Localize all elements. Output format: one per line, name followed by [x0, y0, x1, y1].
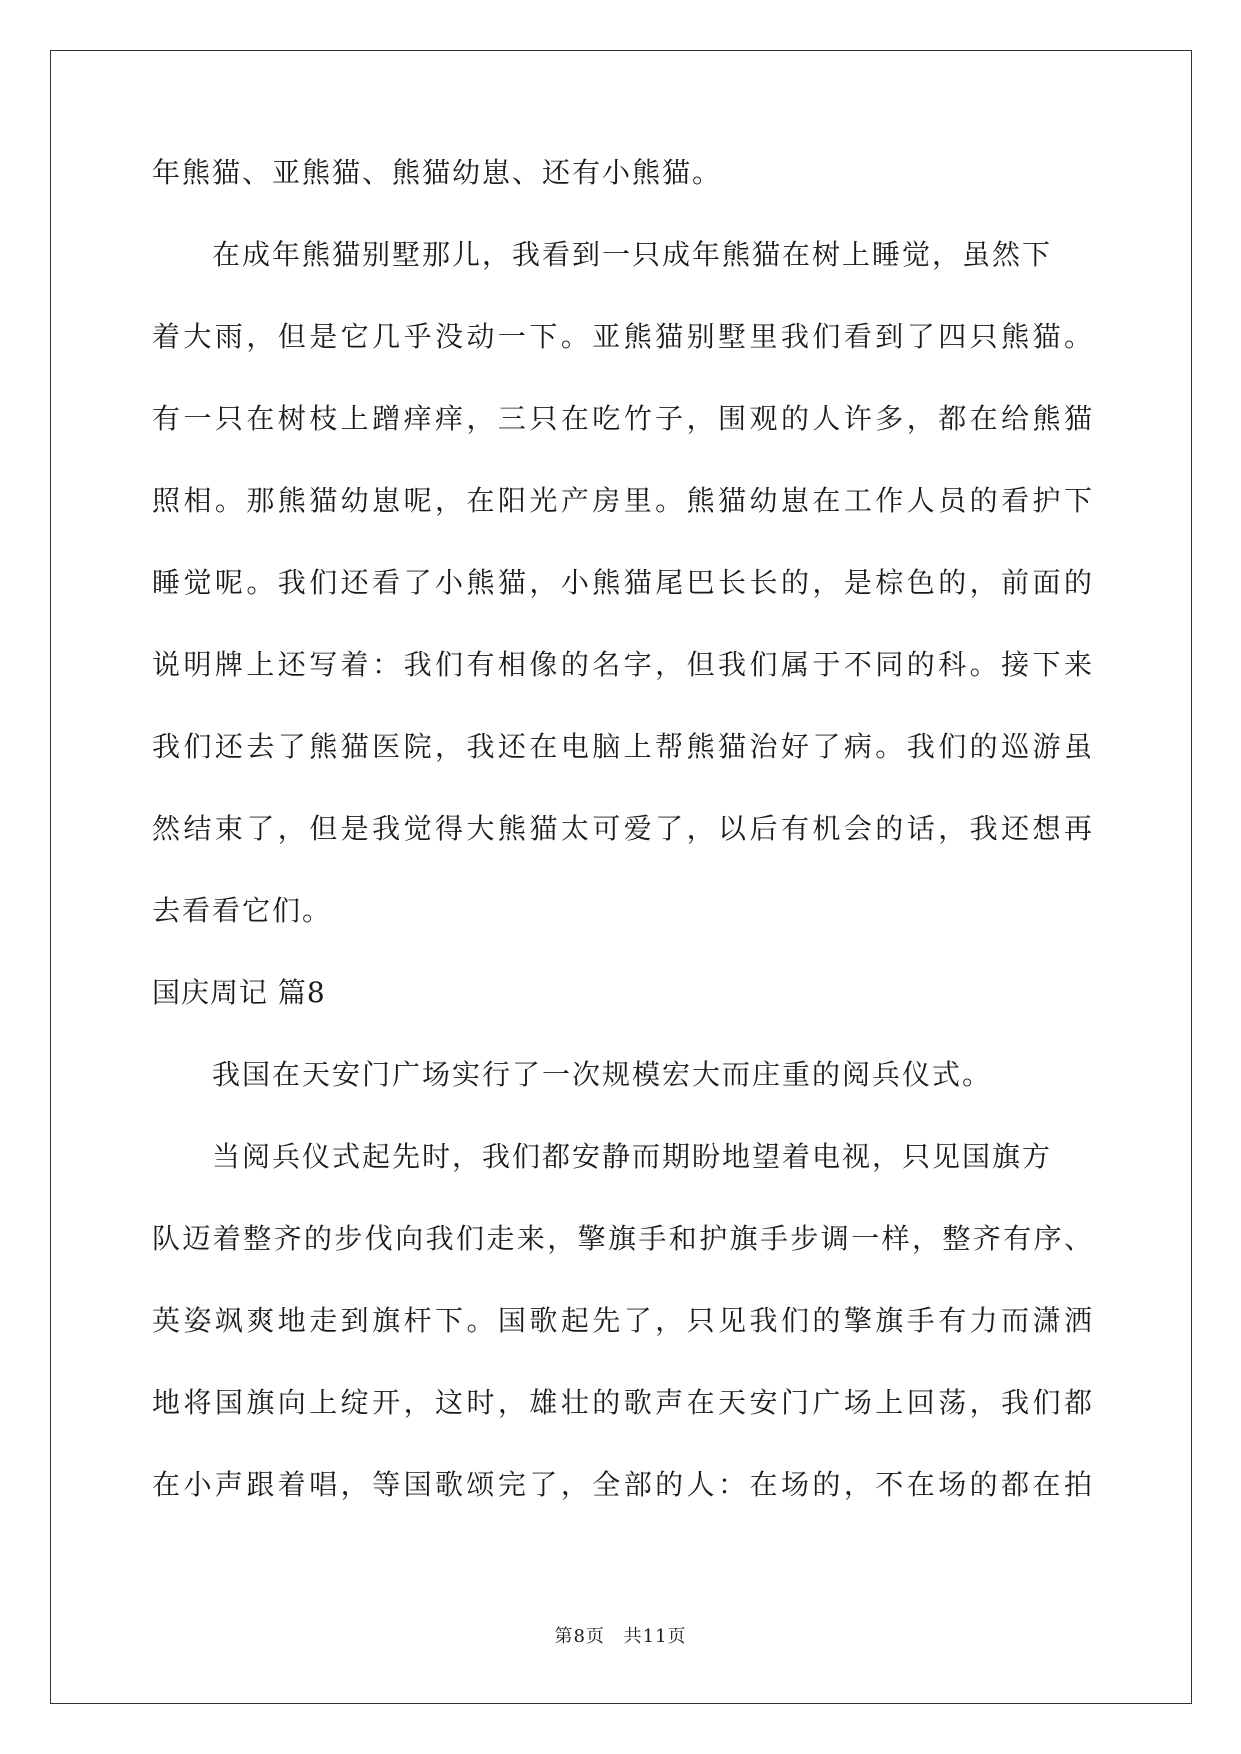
text-line: 然结束了，但是我觉得大熊猫太可爱了，以后有机会的话，我还想再	[152, 812, 1092, 845]
page-footer	[0, 1622, 1241, 1648]
text-line: 在小声跟着唱，等国歌颂完了，全部的人：在场的，不在场的都在拍	[152, 1468, 1092, 1501]
text-line: 有一只在树枝上蹭痒痒，三只在吃竹子，围观的人许多，都在给熊猫	[152, 402, 1092, 435]
document-body	[152, 158, 1092, 1552]
section-heading: 国庆周记 篇8	[152, 976, 326, 1009]
text-line: 地将国旗向上绽开，这时，雄壮的歌声在天安门广场上回荡，我们都	[152, 1386, 1092, 1419]
paragraph-start: 我国在天安门广场实行了一次规模宏大而庄重的阅兵仪式。	[212, 1058, 993, 1091]
text-line: 说明牌上还写着：我们有相像的名字，但我们属于不同的科。接下来	[152, 648, 1092, 681]
text-line: 队迈着整齐的步伐向我们走来，擎旗手和护旗手步调一样，整齐有序、	[152, 1222, 1092, 1255]
text-line: 去看看它们。	[152, 894, 333, 927]
page-total: 共11页	[623, 1626, 687, 1647]
text-line: 英姿飒爽地走到旗杆下。国歌起先了，只见我们的擎旗手有力而潇洒	[152, 1304, 1092, 1337]
text-line: 年熊猫、亚熊猫、熊猫幼崽、还有小熊猫。	[152, 156, 723, 189]
text-line: 照相。那熊猫幼崽呢，在阳光产房里。熊猫幼崽在工作人员的看护下	[152, 484, 1092, 517]
paragraph-start: 当阅兵仪式起先时，我们都安静而期盼地望着电视，只见国旗方	[212, 1140, 1053, 1173]
text-line: 我们还去了熊猫医院，我还在电脑上帮熊猫治好了病。我们的巡游虽	[152, 730, 1092, 763]
paragraph-start: 在成年熊猫别墅那儿，我看到一只成年熊猫在树上睡觉，虽然下	[212, 238, 1053, 271]
page-number: 第8页	[554, 1626, 605, 1647]
text-line: 着大雨，但是它几乎没动一下。亚熊猫别墅里我们看到了四只熊猫。	[152, 320, 1092, 353]
text-line: 睡觉呢。我们还看了小熊猫，小熊猫尾巴长长的，是棕色的，前面的	[152, 566, 1092, 599]
